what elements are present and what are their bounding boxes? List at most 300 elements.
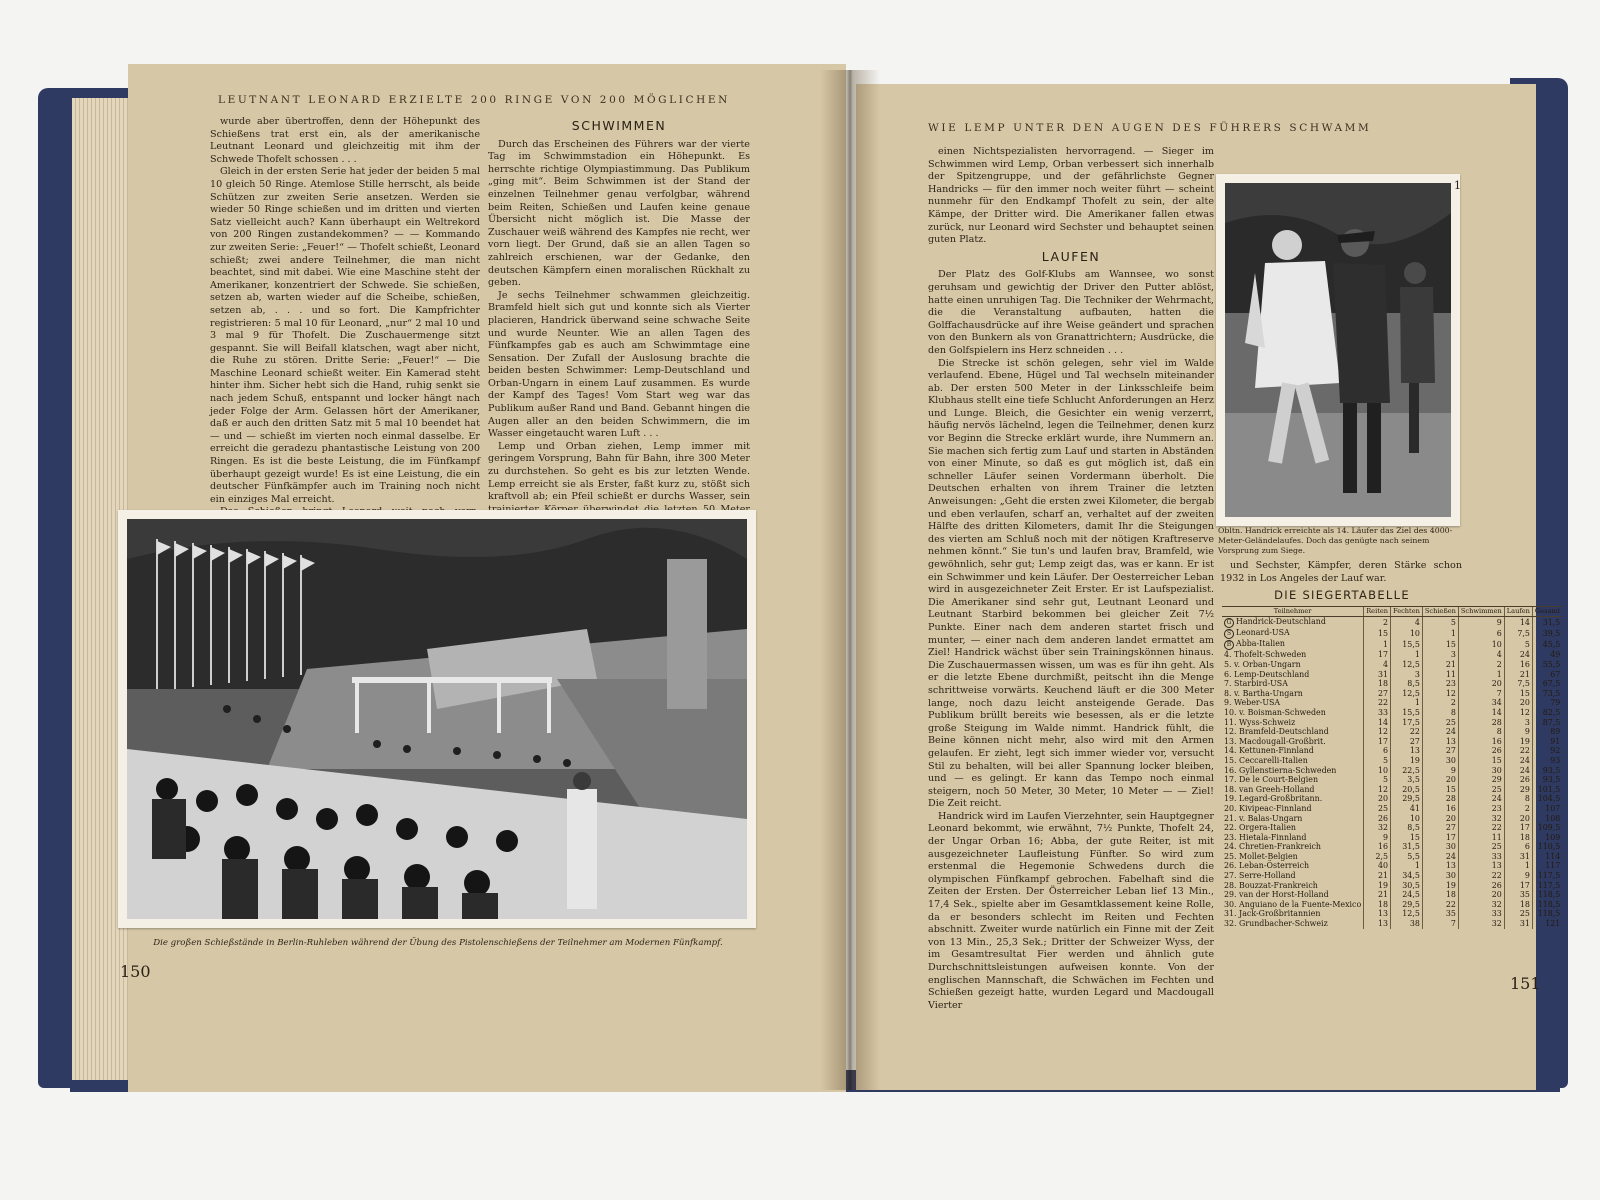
score-cell: 28: [1458, 718, 1504, 728]
table-row: [1222, 628, 1562, 639]
score-cell: 7: [1458, 689, 1504, 699]
score-cell: 30: [1422, 756, 1458, 766]
score-cell: 15,5: [1391, 639, 1423, 650]
score-cell: 33: [1458, 909, 1504, 919]
participant-name: 9. Weber-USA: [1224, 698, 1281, 708]
score-cell: 32: [1458, 814, 1504, 824]
table-row: [1222, 756, 1562, 766]
table-header: Laufen: [1504, 607, 1532, 617]
score-cell: 8: [1458, 727, 1504, 737]
participant-name: 4. Thofelt-Schweden: [1224, 650, 1307, 660]
score-cell: 1: [1504, 861, 1532, 871]
score-cell: 24: [1422, 727, 1458, 737]
table-row: [1222, 679, 1562, 689]
score-cell: 93: [1532, 756, 1562, 766]
table-row: [1222, 727, 1562, 737]
shooting-range-image: [127, 519, 747, 919]
participant-name: 14. Kettunen-Finnland: [1224, 746, 1314, 756]
score-cell: 27: [1422, 746, 1458, 756]
score-cell: 1: [1391, 698, 1423, 708]
score-cell: 8: [1422, 708, 1458, 718]
participant-cell: [1222, 639, 1364, 650]
participant-name: 32. Grundbacher-Schweiz: [1224, 919, 1328, 929]
score-cell: 5: [1364, 756, 1391, 766]
participant-cell: [1222, 617, 1364, 629]
paragraph: einen Nichtspezialisten hervorragend. — Sieger im Schwimmen wird Lemp, Orban verbessert sich innerhalb der Spitzengruppe, und der gefährlichste Gegner Handricks — für den immer noch weiter führt — scheint nunmehr für den Endkampf Thofelt zu sein, der alte Kämpe, der Dritter wird. Die Amerikaner fallen etwas zurück, nur Leonard wird Sechster und behauptet seinen guten Platz.: [928, 146, 1214, 246]
score-cell: 6: [1364, 746, 1391, 756]
score-cell: 26: [1504, 775, 1532, 785]
book-gutter: [820, 70, 880, 1090]
score-cell: 32: [1458, 919, 1504, 929]
score-cell: 27: [1364, 689, 1391, 699]
participant-cell: [1222, 861, 1364, 871]
table-row: [1222, 804, 1562, 814]
score-cell: 21: [1422, 660, 1458, 670]
participant-name: 19. Legard-Großbritann.: [1224, 794, 1323, 804]
score-cell: 3: [1422, 650, 1458, 660]
score-cell: 109: [1532, 833, 1562, 843]
score-cell: 25: [1458, 785, 1504, 795]
score-cell: 15: [1364, 628, 1391, 639]
table-row: [1222, 785, 1562, 795]
score-cell: 22: [1422, 900, 1458, 910]
table-row: [1222, 698, 1562, 708]
score-cell: 23: [1422, 679, 1458, 689]
score-cell: 9: [1458, 617, 1504, 629]
score-cell: 67,5: [1532, 679, 1562, 689]
table-row: [1222, 794, 1562, 804]
score-cell: 20: [1458, 890, 1504, 900]
paragraph: Die Strecke ist schön gelegen, sehr viel im Walde verlaufend. Ebene, Hügel und Tal wechseln miteinander ab. Der ersten 500 Meter in der Linksschleife beim Klubhaus stellt eine tiefe Schlucht Anforderungen an Herz und Lunge. Bleich, die Gesichter ein wenig verzerrt, häufig nervös lächelnd, legen die Teilnehmer, denen kurz vor Beginn die Strecke erklärt wurde, ihre Nummern an. Sie machen sich fertig zum Lauf und starten in Abständen von einer Minute, so daß es gut möglich ist, daß ein schneller Läufer seinen Vordermann überholt. Die Deutschen erhalten von ihrem Trainer die letzten Anweisungen: „Geht die ersten zwei Kilometer, die bergab und eben verlaufen, scharf an, verhaltet auf der zweiten Hälfte des dritten Kilometers, damit Ihr die Steigungen des vierten am Schluß noch mit der nötigen Kraftreserve nehmen könnt.“ Sie tun's und laufen brav, Bramfeld, wie gewöhnlich, sehr gut; Lemp zeigt das, was er kann. Er ist ein Schwimmer und kein Läufer. Der Oesterreicher Leban wird in ausgezeichneter Zeit Erster. Er ist Laufspezialist. Die Amerikaner sind sehr gut, Leutnant Leonard und Leutnant Starbird bekommen bei gleicher Zeit 7½ Punkte. Einer nach dem anderen startet frisch und munter, — einer nach dem anderen landet ermattet am Ziel! Handrick wächst über sein Trainingskönnen hinaus. Die Zuschauermassen wissen, um was es für ihn geht. Als er die letzte Ebene durchmißt, peitscht ihn die Menge schrittweise vorwärts. Keuchend läuft er die 300 Meter lange, noch dazu leicht ansteigende Gerade. Das Publikum brüllt bereits wie besessen, als er die letzte große Steigung im Walde nimmt. Handrick fühlt, die Beine können nicht mehr, also wird mit den Armen gelaufen. Er zieht, legt sich immer wieder vor, versucht Stil zu behalten, will bei aller Spannung locker bleiben, und — es gelingt. Er kann das Tempo noch einmal steigern, noch 50 Meter, 30 Meter, 10 Meter — — Ziel! Die Zeit reicht.: [928, 357, 1214, 810]
participant-name: 30. Anguiano de la Fuente-Mexico: [1224, 899, 1362, 909]
score-cell: 109,5: [1532, 823, 1562, 833]
paragraph: Handrick wird im Laufen Vierzehnter, sein Hauptgegner Leonard bekommt, wie erwähnt, 7½ Punkte, Thofelt 24, der Ungar Orban 16; Abba, der gute Reiter, ist mit ausgezeichneter Laufleistung Fünfter. So wird zum erstenmal die Hegemonie Schwedens durch die olympischen Fünfkampf gebrochen. Fabelhaft sind die Zeiten der Ersten. Der Österreicher Leban lief 13 Min., 17,4 Sek., spielte aber im Gesamtklassement keine Rolle, da er besonders schlecht im Reiten und Fechten abschnitt. Zweiter wurde natürlich ein Finne mit der Zeit von 13 Min., 25,3 Sek.; Dritter der Schweizer Wyss, der im Gesamtresultat Fier werden und ähnlich gute Durchschnittsleistungen aufweisen konnte. Von der englischen Mannschaft, die Schwächen im Fechten und Schießen gezeigt hatte, wurden Legard und Macdougall Vierter: [928, 810, 1214, 1011]
participant-name: 17. De le Court-Belgien: [1224, 775, 1319, 785]
score-cell: 26: [1458, 746, 1504, 756]
score-cell: 12,5: [1391, 689, 1423, 699]
participant-name: 22. Orgera-Italien: [1224, 823, 1296, 833]
score-cell: 3: [1504, 718, 1532, 728]
participant-name: 20. Kivipeac-Finnland: [1224, 803, 1312, 813]
score-cell: 20: [1422, 814, 1458, 824]
score-cell: 27: [1391, 737, 1423, 747]
score-cell: 17: [1504, 881, 1532, 891]
score-cell: 13: [1458, 861, 1504, 871]
score-cell: 11: [1422, 670, 1458, 680]
score-cell: 18: [1504, 900, 1532, 910]
participant-name: 8. v. Bartha-Ungarn: [1224, 688, 1303, 698]
score-cell: 24: [1422, 852, 1458, 862]
participant-cell: [1222, 718, 1364, 728]
table-row: [1222, 852, 1562, 862]
score-cell: 13: [1364, 919, 1391, 929]
score-cell: 16: [1458, 737, 1504, 747]
participant-cell: [1222, 727, 1364, 737]
score-cell: 22,5: [1391, 766, 1423, 776]
score-cell: 33: [1364, 708, 1391, 718]
participant-name: 7. Starbird-USA: [1224, 679, 1288, 689]
participant-cell: [1222, 814, 1364, 824]
participant-name: 21. v. Balas-Ungarn: [1224, 813, 1303, 823]
score-cell: 121: [1532, 919, 1562, 929]
paragraph: Lemp und Orban ziehen, Lemp immer mit geringem Vorsprung, Bahn für Bahn, ihre 300 Meter zu durchstehen. So geht es bis zur letzten Wende. Lemp erreicht sie als Erster, faßt kurz zu, stößt sich kraftvoll ab; ein Pfeil schießt er durchs Wasser, sein: [488, 440, 750, 503]
table-row: [1222, 823, 1562, 833]
score-cell: 93,5: [1532, 766, 1562, 776]
table-row: [1222, 746, 1562, 756]
score-cell: 24: [1504, 766, 1532, 776]
score-cell: 17: [1364, 737, 1391, 747]
score-cell: 21: [1504, 670, 1532, 680]
table-row: [1222, 842, 1562, 852]
paragraph: Gleich in der ersten Serie hat jeder der beiden 5 mal 10 gleich 50 Ringe. Atemlose Stille herrscht, als beide Schützen zur zweiten Serie ansetzen. Werden sie wieder 50 Ringe schießen und im dritten und vierten Satz vielleicht auch? Kann überhaupt ein Weltrekord von 200 Ringen zustandekommen? — — Kommando zur zweiten Serie: „Feuer!“ — Thofelt schießt, Leonard schießt; zwei andere Teilnehmer, die man nicht beachtet, sind mit dabei. Wie eine Maschine steht der Amerikaner, konzentriert der Schwede. Sie schießen, setzen ab, warten wieder auf die Scheibe, schießen, setzen ab, . . . und so fort. Die Kampfrichter registrieren: 5 mal 10 für Leonard, „nur“ 2 mal 10 und 3 mal 9 für Thofelt. Die Zuschauermenge sitzt gespannt. Sie will Beifall klatschen, wagt aber nicht, die Ruhe zu stören. Dritte Serie: „Feuer!“ — Die Maschine Leonard schießt weiter. Ein Kamerad steht hinter ihm. Sicher hebt sich die Hand, ruhig senkt sie nach jedem Schuß, entspannt und locker hängt nach jeder Folge der Arm. Gelassen hört der Amerikaner, daß er auch den dritten Satz mit 5 mal 10 beendet hat — und — schießt im vierten noch einmal dasselbe. Er erreicht die geradezu phantastische Leistung von 200 Ringen. Es ist die beste Leistung, die im Fünfkampf überhaupt gezeigt wurde! Es ist eine Leistung, die ein deutscher Fünfkämpfer auch im Training noch nicht ein einziges Mal erreicht.: [210, 166, 480, 505]
table-row: [1222, 775, 1562, 785]
score-cell: 7,5: [1504, 628, 1532, 639]
score-cell: 9: [1364, 833, 1391, 843]
left-page: [120, 64, 846, 1092]
score-cell: 34: [1458, 698, 1504, 708]
score-cell: 5: [1504, 639, 1532, 650]
score-cell: 40: [1364, 861, 1391, 871]
score-cell: 104,5: [1532, 794, 1562, 804]
score-cell: 22: [1364, 698, 1391, 708]
score-cell: 67: [1532, 670, 1562, 680]
score-cell: 22: [1391, 727, 1423, 737]
score-cell: 19: [1504, 737, 1532, 747]
score-cell: 23: [1458, 804, 1504, 814]
score-cell: 18: [1364, 900, 1391, 910]
score-cell: 15: [1391, 833, 1423, 843]
table-row: [1222, 909, 1562, 919]
score-cell: 89: [1532, 727, 1562, 737]
table-row: [1222, 617, 1562, 629]
right-column-2-text: und Sechster, Kämpfer, deren Stärke schon 1932 in Los Angeles der Lauf war.: [1220, 560, 1462, 584]
participant-name: 27. Serre-Holland: [1224, 871, 1296, 881]
score-cell: 14: [1504, 617, 1532, 629]
score-cell: 18: [1422, 890, 1458, 900]
participant-name: 26. Leban-Österreich: [1224, 861, 1310, 871]
score-cell: 12,5: [1391, 660, 1423, 670]
score-cell: 4: [1391, 617, 1423, 629]
score-cell: 8: [1504, 794, 1532, 804]
participant-cell: [1222, 909, 1364, 919]
table-row: [1222, 718, 1562, 728]
score-cell: 30: [1458, 766, 1504, 776]
score-cell: 33: [1458, 852, 1504, 862]
participant-cell: [1222, 766, 1364, 776]
score-cell: 6: [1458, 628, 1504, 639]
score-cell: 35: [1422, 909, 1458, 919]
score-cell: 32: [1458, 900, 1504, 910]
participant-cell: [1222, 833, 1364, 843]
score-cell: 26: [1458, 881, 1504, 891]
siegertabelle-title: DIE SIEGERTABELLE: [1274, 588, 1410, 602]
score-cell: 15: [1422, 785, 1458, 795]
table-row: [1222, 670, 1562, 680]
score-cell: 41: [1391, 804, 1423, 814]
score-cell: 29: [1504, 785, 1532, 795]
page-number-right: 151: [1510, 974, 1541, 993]
shooting-range-photo: [118, 510, 756, 928]
score-cell: 17: [1504, 823, 1532, 833]
table-row: [1222, 737, 1562, 747]
score-cell: 20: [1364, 794, 1391, 804]
score-cell: 12: [1364, 785, 1391, 795]
score-cell: 1: [1391, 650, 1423, 660]
score-cell: 101,5: [1532, 785, 1562, 795]
participant-name: 11. Wyss-Schweiz: [1224, 717, 1296, 727]
right-column-1: [928, 146, 1214, 1011]
score-cell: 82,5: [1532, 708, 1562, 718]
table-header: Schwimmen: [1458, 607, 1504, 617]
table-header: Gesamt: [1532, 607, 1562, 617]
score-cell: 17,5: [1391, 718, 1423, 728]
score-cell: 1: [1364, 639, 1391, 650]
participant-cell: [1222, 679, 1364, 689]
score-cell: 32: [1364, 823, 1391, 833]
table-header: Fechten: [1391, 607, 1423, 617]
score-cell: 79: [1532, 698, 1562, 708]
score-cell: 20: [1504, 814, 1532, 824]
score-cell: 117,5: [1532, 881, 1562, 891]
left-running-head: LEUTNANT LEONARD ERZIELTE 200 RINGE VON 200 MÖGLICHEN: [218, 94, 730, 106]
score-cell: 7,5: [1504, 679, 1532, 689]
score-cell: 17: [1422, 833, 1458, 843]
participant-name: 29. van der Horst-Holland: [1224, 890, 1329, 900]
score-cell: 20: [1504, 698, 1532, 708]
score-cell: 24: [1504, 756, 1532, 766]
score-cell: 22: [1458, 871, 1504, 881]
participant-cell: [1222, 890, 1364, 900]
page-number-left: 150: [120, 962, 151, 981]
table-row: [1222, 660, 1562, 670]
paragraph: Der Platz des Golf-Klubs am Wannsee, wo sonst geruhsam und gewichtig der Driver den Putter ablöst, hatte einen unruhigen Tag. Die Techniker der Wehrmacht, die die Veranstaltung aufbauten, hatten die Golffachausdrücke auf ihre Weise geändert und sprachen von den Bunkern als von Granattrichtern; Ausdrücke, die den Golfspielern ins Herz schneiden . . .: [928, 269, 1214, 356]
paragraph: wurde aber übertroffen, denn der Höhepunkt des Schießens trat erst ein, als der amerikanische Leutnant Leonard und gleichzeitig mit ihm der Schwede Thofelt schossen . . .: [210, 116, 480, 165]
score-cell: 107: [1532, 804, 1562, 814]
participant-name: 10. v. Boisman-Schweden: [1224, 707, 1326, 717]
participant-name: 25. Mollet-Belgien: [1224, 851, 1298, 861]
participant-name: 31. Jack-Großbritannien: [1224, 909, 1321, 919]
handrick-finish-photo: [1216, 174, 1460, 526]
participant-cell: [1222, 670, 1364, 680]
score-cell: 8,5: [1391, 679, 1423, 689]
score-cell: 24: [1458, 794, 1504, 804]
participant-cell: [1222, 871, 1364, 881]
table-header: Teilnehmer: [1222, 607, 1364, 617]
score-cell: 91: [1532, 737, 1562, 747]
table-row: [1222, 871, 1562, 881]
score-cell: 2: [1364, 617, 1391, 629]
table-header: Reiten: [1364, 607, 1391, 617]
score-cell: 31: [1364, 670, 1391, 680]
score-cell: 15: [1458, 756, 1504, 766]
participant-cell: [1222, 804, 1364, 814]
score-cell: 5,5: [1391, 852, 1423, 862]
score-cell: 20: [1422, 775, 1458, 785]
score-cell: 18: [1504, 833, 1532, 843]
score-cell: 22: [1504, 746, 1532, 756]
score-cell: 30: [1422, 842, 1458, 852]
score-cell: 10: [1391, 628, 1423, 639]
participant-name: 15. Ceccarelli-Italien: [1224, 755, 1308, 765]
score-cell: 1: [1422, 628, 1458, 639]
score-cell: 9: [1504, 727, 1532, 737]
score-cell: 13: [1364, 909, 1391, 919]
left-column-1: [210, 116, 480, 536]
table-row: [1222, 900, 1562, 910]
score-cell: 15: [1504, 689, 1532, 699]
participant-cell: [1222, 756, 1364, 766]
score-cell: 73,5: [1532, 689, 1562, 699]
score-cell: 12: [1422, 689, 1458, 699]
participant-name: 6. Lemp-Deutschland: [1224, 669, 1310, 679]
right-photo-caption-number: 1: [1454, 179, 1461, 192]
table-row: [1222, 833, 1562, 843]
participant-name: 13. Macdougall-Großbrit.: [1224, 736, 1326, 746]
score-cell: 13: [1422, 737, 1458, 747]
participant-cell: [1222, 689, 1364, 699]
participant-name: 16. Gyllenstierna-Schweden: [1224, 765, 1337, 775]
score-cell: 29,5: [1391, 794, 1423, 804]
score-cell: 29,5: [1391, 900, 1423, 910]
score-cell: 25: [1458, 842, 1504, 852]
participant-cell: [1222, 628, 1364, 639]
score-cell: 12: [1364, 727, 1391, 737]
participant-cell: [1222, 737, 1364, 747]
score-cell: 20,5: [1391, 785, 1423, 795]
participant-cell: [1222, 881, 1364, 891]
score-cell: 4: [1458, 650, 1504, 660]
score-cell: 38: [1391, 919, 1423, 929]
handrick-finish-image: [1225, 183, 1451, 517]
score-cell: 114: [1532, 852, 1562, 862]
score-cell: 31: [1504, 852, 1532, 862]
score-cell: 19: [1422, 881, 1458, 891]
score-cell: 117: [1532, 861, 1562, 871]
participant-cell: [1222, 842, 1364, 852]
participant-name: 23. Hietala-Finnland: [1224, 832, 1307, 842]
score-cell: 24: [1504, 650, 1532, 660]
score-cell: 18: [1364, 679, 1391, 689]
score-cell: 31,5: [1532, 617, 1562, 629]
section-heading-schwimmen: SCHWIMMEN: [571, 118, 667, 133]
participant-cell: [1222, 660, 1364, 670]
participant-name: 5. v. Orban-Ungarn: [1224, 660, 1301, 669]
score-cell: 49: [1532, 650, 1562, 660]
score-cell: 25: [1504, 909, 1532, 919]
score-cell: 10: [1364, 766, 1391, 776]
right-page: [856, 84, 1561, 1090]
table-header-row: [1222, 607, 1562, 617]
score-cell: 2: [1504, 804, 1532, 814]
score-cell: 10: [1458, 639, 1504, 650]
participant-cell: [1222, 698, 1364, 708]
score-cell: 19: [1391, 756, 1423, 766]
table-row: [1222, 919, 1562, 929]
participant-name: 28. Bouzzat-Frankreich: [1224, 880, 1318, 890]
participant-name: 24. Chretien-Frankreich: [1224, 842, 1322, 852]
score-cell: 117,5: [1532, 871, 1562, 881]
score-cell: 45,5: [1532, 639, 1562, 650]
participant-name: 12. Bramfeld-Deutschland: [1224, 727, 1329, 737]
table-row: [1222, 708, 1562, 718]
score-cell: 16: [1504, 660, 1532, 670]
score-cell: 24,5: [1391, 890, 1423, 900]
participant-name: Abba-Italien: [1236, 639, 1285, 649]
left-photo-caption: Die großen Schießstände in Berlin-Ruhleben während der Übung des Pistolenschießens der Teilnehmer am Modernen Fünfkampf.: [153, 938, 723, 948]
score-cell: 13: [1391, 746, 1423, 756]
participant-name: Handrick-Deutschland: [1236, 617, 1326, 627]
score-cell: 92: [1532, 746, 1562, 756]
score-cell: 22: [1458, 823, 1504, 833]
participant-cell: [1222, 775, 1364, 785]
score-cell: 14: [1458, 708, 1504, 718]
paragraph: Je sechs Teilnehmer schwammen gleichzeitig. Bramfeld hielt sich gut und konnte sich als Vierter placieren, Handrick überwand seine schwache Seite und wurde Neunter. Wie an allen Tagen des Fünfkampfes gab es auch am Schwimmtage eine Sensation. Der Zufall der Auslosung brachte die beiden besten Schwimmer: Lemp-Deutschland und Orban-Ungarn in einem Lauf zusammen. Es wurde der Kampf des Tages! Vom Start weg war das Publikum außer Rand und Band. Gebannt hingen die Augen aller an den beiden Schwimmern, die im Wasser eingetaucht waren Luft . . .: [488, 289, 750, 440]
medal-mark: S: [1224, 629, 1234, 639]
score-cell: 31,5: [1391, 842, 1423, 852]
score-cell: 20: [1458, 679, 1504, 689]
score-cell: 2: [1422, 698, 1458, 708]
siegertabelle-body: [1222, 617, 1562, 929]
right-photo-caption: Obltn. Handrick erreichte als 14. Läufer das Ziel des 4000-Meter-Geländelaufes. Doch das genügte nach seinem Vorsprung zum Siege.: [1218, 526, 1453, 555]
table-row: [1222, 881, 1562, 891]
score-cell: 31: [1504, 919, 1532, 929]
score-cell: 6: [1504, 842, 1532, 852]
score-cell: 118,5: [1532, 909, 1562, 919]
score-cell: 28: [1422, 794, 1458, 804]
score-cell: 108: [1532, 814, 1562, 824]
score-cell: 15,5: [1391, 708, 1423, 718]
score-cell: 1: [1391, 861, 1423, 871]
score-cell: 10: [1391, 814, 1423, 824]
participant-cell: [1222, 852, 1364, 862]
score-cell: 27: [1422, 823, 1458, 833]
section-heading-laufen: LAUFEN: [1041, 248, 1101, 264]
score-cell: 26: [1364, 814, 1391, 824]
participant-cell: [1222, 900, 1364, 910]
score-cell: 118,5: [1532, 890, 1562, 900]
score-cell: 5: [1364, 775, 1391, 785]
score-cell: 21: [1364, 871, 1391, 881]
participant-cell: [1222, 919, 1364, 929]
score-cell: 9: [1422, 766, 1458, 776]
score-cell: 14: [1364, 718, 1391, 728]
score-cell: 34,5: [1391, 871, 1423, 881]
score-cell: 2: [1458, 660, 1504, 670]
score-cell: 39,5: [1532, 628, 1562, 639]
score-cell: 13: [1422, 861, 1458, 871]
score-cell: 93,5: [1532, 775, 1562, 785]
table-header: Schießen: [1422, 607, 1458, 617]
score-cell: 35: [1504, 890, 1532, 900]
score-cell: 55,5: [1532, 660, 1562, 670]
score-cell: 3,5: [1391, 775, 1423, 785]
paragraph: Durch das Erscheinen des Führers war der vierte Tag im Schwimmstadion ein Höhepunkt. Es herrschte richtige Olympiastimmung. Das Publikum „ging mit“. Beim Schwimmen ist der Stand der einzelnen Teilnehmer genau verfolgbar, während beim Reiten, Schießen und Laufen keine genaue Übersicht nicht möglich ist. Die Masse der Zuschauer weiß während des Kampfes nie recht, wer vorn liegt. Der Grund, daß sie an allen Tagen so zahlreich erschienen, war der Gedanke, den deutschen Kämpfern einen moralischen Rückhalt zu geben.: [488, 138, 750, 289]
score-cell: 2,5: [1364, 852, 1391, 862]
participant-cell: [1222, 823, 1364, 833]
score-cell: 25: [1364, 804, 1391, 814]
score-cell: 29: [1458, 775, 1504, 785]
score-cell: 110,5: [1532, 842, 1562, 852]
score-cell: 16: [1422, 804, 1458, 814]
score-cell: 9: [1504, 871, 1532, 881]
score-cell: 4: [1364, 660, 1391, 670]
score-cell: 1: [1458, 670, 1504, 680]
table-row: [1222, 650, 1562, 660]
participant-cell: [1222, 785, 1364, 795]
table-row: [1222, 639, 1562, 650]
siegertabelle: [1222, 606, 1562, 929]
participant-cell: [1222, 708, 1364, 718]
